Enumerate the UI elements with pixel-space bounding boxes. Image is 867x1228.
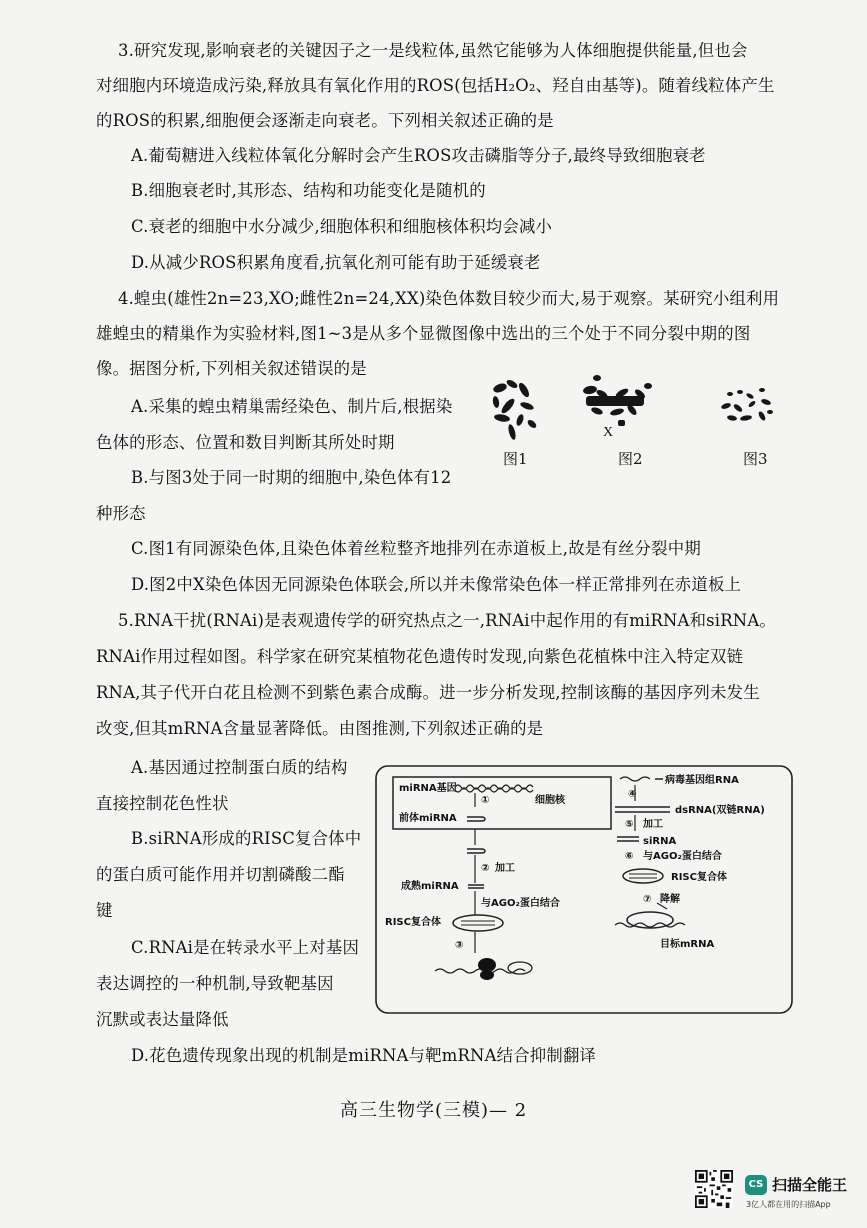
q3-option-c: C.衰老的细胞中水分减少,细胞体积和细胞核体积均会减小: [131, 217, 553, 236]
q4-option-b-line-1: B.与图3处于同一时期的细胞中,染色体有12: [131, 468, 452, 487]
q4-option-c: C.图1有同源染色体,且染色体着丝粒整齐地排列在赤道板上,故是有丝分裂中期: [131, 539, 701, 558]
scanner-app-name: 扫描全能王: [772, 1176, 848, 1194]
qr-code-icon: [695, 1170, 733, 1208]
chromosome-fig1: [492, 378, 538, 440]
target-mrna-label: 目标mRNA: [660, 939, 715, 950]
q5-option-d: D.花色遗传现象出现的机制是miRNA与靶mRNA结合抑制翻译: [131, 1046, 597, 1065]
step-5-label: ⑤: [625, 819, 634, 830]
sirna-label: siRNA: [643, 836, 677, 847]
figure-2-caption: 图2: [618, 450, 643, 468]
q3-option-d: D.从减少ROS积累角度看,抗氧化剂可能有助于延缓衰老: [131, 253, 541, 272]
q5-stem-line-1: 5.RNA干扰(RNAi)是表观遗传学的研究热点之一,RNAi中起作用的有miRNA和siRNA。: [118, 611, 776, 630]
q3-stem-line-2: 对细胞内环境造成污染,释放具有氧化作用的ROS(包括H₂O₂、羟自由基等)。随着线粒体产生: [96, 76, 775, 95]
chromosome-fig3: [720, 388, 773, 422]
q5-option-c-line-2: 表达调控的一种机制,导致靶基因: [96, 974, 334, 993]
step-7-label: ⑦: [643, 894, 652, 905]
degrade-label: 降解: [660, 894, 680, 905]
chromosome-figure: [482, 366, 802, 476]
step-1-label: ①: [481, 795, 490, 806]
page-footer: 高三生物学(三模)— 2: [340, 1100, 528, 1121]
mirna-gene-label: miRNA基因: [399, 783, 457, 794]
risc-right-label: RISC复合体: [671, 872, 727, 883]
q4-stem-line-3: 像。据图分析,下列相关叙述错误的是: [96, 359, 367, 378]
bind-ago2-left-label: 与AGO₂蛋白结合: [481, 898, 560, 909]
viral-rna-label: 病毒基因组RNA: [665, 775, 739, 786]
q3-stem-line-1: 3.研究发现,影响衰老的关键因子之一是线粒体,虽然它能够为人体细胞提供能量,但也会: [118, 41, 748, 60]
q4-stem-line-2: 雄蝗虫的精巢作为实验材料,图1~3是从多个显微图像中选出的三个处于不同分裂中期的图: [96, 324, 751, 343]
step-3-label: ③: [455, 940, 464, 951]
mature-mirna-label: 成熟miRNA: [401, 881, 459, 892]
step-2-label: ②: [481, 863, 490, 874]
chromosome-fig2: [582, 375, 652, 426]
q5-option-c-line-1: C.RNAi是在转录水平上对基因: [131, 938, 360, 957]
q4-option-a-line-1: A.采集的蝗虫精巢需经染色、制片后,根据染: [131, 397, 453, 416]
process-label: 加工: [495, 863, 515, 874]
q3-option-a: A.葡萄糖进入线粒体氧化分解时会产生ROS攻击磷脂等分子,最终导致细胞衰老: [131, 146, 706, 165]
bind-ago2-right-label: 与AGO₂蛋白结合: [643, 851, 722, 862]
q3-stem-line-3: 的ROS的积累,细胞便会逐渐走向衰老。下列相关叙述正确的是: [96, 111, 554, 130]
figure-1-caption: 图1: [503, 450, 528, 468]
risc-right-complex: [623, 869, 663, 883]
step-4-label: ④: [628, 789, 637, 800]
q5-stem-line-4: 改变,但其mRNA含量显著降低。由图推测,下列叙述正确的是: [96, 719, 544, 738]
q4-option-a-line-2: 色体的形态、位置和数目判断其所处时期: [96, 433, 395, 452]
nucleus-label: 细胞核: [535, 795, 565, 806]
q5-option-a-line-1: A.基因通过控制蛋白质的结构: [131, 758, 348, 777]
q4-option-b-line-2: 种形态: [96, 504, 146, 523]
pre-mirna-label: 前体miRNA: [399, 813, 457, 824]
q5-option-b-line-2: 的蛋白质可能作用并切割磷酸二酯: [96, 865, 345, 884]
q5-option-b-line-3: 键: [96, 901, 113, 920]
x-chromosome-label: X: [603, 425, 614, 440]
viral-rna-strand: [620, 777, 650, 781]
q5-option-c-line-3: 沉默或表达量降低: [96, 1010, 229, 1029]
risc-left-label: RISC复合体: [385, 917, 441, 928]
q5-stem-line-2: RNAi作用过程如图。科学家在研究某植物花色遗传时发现,向紫色花植株中注入特定双链: [96, 647, 744, 666]
q5-option-a-line-2: 直接控制花色性状: [96, 794, 229, 813]
q4-stem-line-1: 4.蝗虫(雄性2n=23,XO;雌性2n=24,XX)染色体数目较少而大,易于观察。某研究小组利用: [118, 289, 780, 308]
q5-option-b-line-1: B.siRNA形成的RISC复合体中: [131, 829, 362, 848]
scanner-logo-icon: CS: [745, 1175, 767, 1195]
rnai-diagram: [375, 765, 795, 1015]
q3-option-b: B.细胞衰老时,其形态、结构和功能变化是随机的: [131, 181, 486, 200]
q4-option-d: D.图2中X染色体因无同源染色体联会,所以并未像常染色体一样正常排列在赤道板上: [131, 575, 742, 594]
process-right-label: 加工: [643, 819, 663, 830]
figure-3-caption: 图3: [743, 450, 768, 468]
step-6-label: ⑥: [625, 851, 634, 862]
risc-left-complex: [453, 915, 503, 931]
scanner-slogan: 3亿人都在用的扫描App: [746, 1200, 831, 1209]
mirna-gene-strand: [455, 785, 533, 789]
dsrna-label: dsRNA(双链RNA): [675, 805, 765, 816]
q5-stem-line-3: RNA,其子代开白花且检测不到紫色素合成酶。进一步分析发现,控制该酶的基因序列未发生: [96, 683, 760, 702]
